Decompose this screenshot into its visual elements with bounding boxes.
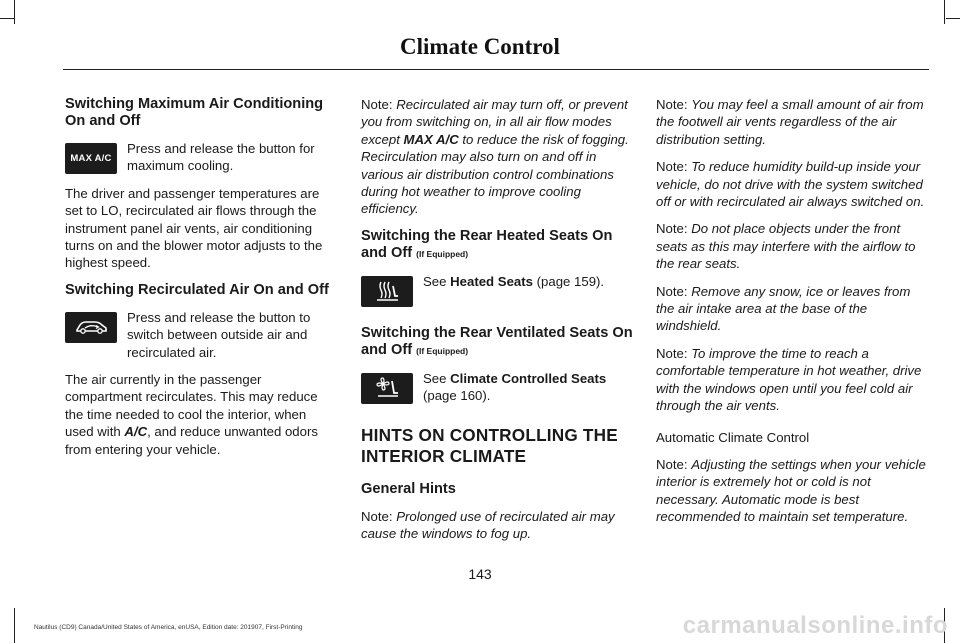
crop-mark [944, 0, 945, 24]
column-1 [65, 96, 337, 468]
max-ac-paragraph: The driver and passenger temperatures are set to LO, recirculated air flows through the instrument panel air vents, air conditioning turns on and the blower motor adjusts to the highest speed. [65, 185, 323, 271]
heading-hints: HINTS ON CONTROLLING THE INTERIOR CLIMATE [361, 424, 618, 466]
heading-general-hints: General Hints [361, 480, 456, 497]
recirc-paragraph: The air currently in the passenger compartment recirculates. This may reduce the time needed to cool the interior, when used with A/C, and reduce unwanted odors from entering your vehicle. [65, 372, 318, 457]
heading-automatic: Automatic Climate Control [656, 429, 810, 445]
note-automatic: Note: Adjusting the settings when your vehicle interior is extremely hot or cold is not necessary. Automatic mode is best recommended to maintain set temperature. [656, 456, 926, 525]
note-footwell: Note: You may feel a small amount of air from the footwell air vents regardless of the air distribution setting. [656, 97, 924, 147]
heated-seat-icon [361, 276, 413, 307]
heated-seats-link[interactable]: Heated Seats [450, 273, 533, 289]
recirc-row [65, 309, 337, 361]
note-snow: Note: Remove any snow, ice or leaves from the air intake area at the base of the windshield. [656, 283, 911, 334]
vent-row [361, 370, 633, 405]
heading-max-ac: Switching Maximum Air Conditioning On and Off [65, 96, 324, 129]
max-ac-text: Press and release the button for maximum cooling. [127, 141, 315, 174]
climate-controlled-seats-link[interactable]: Climate Controlled Seats [450, 370, 607, 386]
crop-mark [0, 18, 14, 19]
ventilated-seat-icon [361, 373, 413, 404]
footer-edition: Nautilus (CD9) Canada/United States of America, enUSA, Edition date: 201907, First-Printing [34, 624, 303, 631]
note-humidity: Note: To reduce humidity build-up inside your vehicle, do not drive with the system switched off or with recirculated air always switched on. [656, 159, 925, 210]
max-ac-icon-label: MAX A/C [70, 152, 112, 164]
crop-mark [14, 0, 15, 24]
crop-mark [14, 608, 15, 643]
crop-mark [946, 18, 960, 19]
max-ac-icon [65, 143, 117, 174]
max-ac-row [65, 140, 337, 175]
heading-rear-heated: Switching the Rear Heated Seats On and Off (If Equipped) [361, 227, 613, 261]
note-recirc-fog: Note: Recirculated air may turn off, or prevent you from switching on, in all air flow modes except MAX A/C to reduce the risk of fogging. Recirculation may also turn on and off in various air distribution control combinations during hot weather to improve cooling efficiency. [361, 97, 629, 217]
note-objects: Note: Do not place objects under the front seats as this may interfere with the airflow to the rear seats. [656, 221, 916, 272]
column-2 [361, 96, 633, 552]
heated-row [361, 273, 633, 307]
recirc-text: Press and release the button to switch between outside air and recirculated air. [127, 309, 311, 360]
watermark: carmanualsonline.info [682, 612, 948, 639]
heading-rear-ventilated: Switching the Rear Ventilated Seats On and Off (If Equipped) [361, 324, 633, 358]
column-3 [656, 96, 928, 536]
note-prolonged-recirc: Note: Prolonged use of recirculated air may cause the windows to fog up. [361, 508, 615, 542]
page-title: Climate Control [400, 34, 560, 59]
ac-term: A/C [124, 424, 148, 440]
heated-text: See Heated Seats (page 159). [423, 273, 605, 289]
recirculation-car-icon [65, 312, 117, 343]
note-hot-weather: Note: To improve the time to reach a comfortable temperature in hot weather, drive with the windows open until you feel cold air through the air vents. [656, 345, 922, 414]
page-number: 143 [468, 566, 492, 582]
header-rule [63, 69, 929, 70]
vent-text: See Climate Controlled Seats (page 160). [423, 370, 607, 404]
heading-recirc: Switching Recirculated Air On and Off [65, 281, 329, 298]
